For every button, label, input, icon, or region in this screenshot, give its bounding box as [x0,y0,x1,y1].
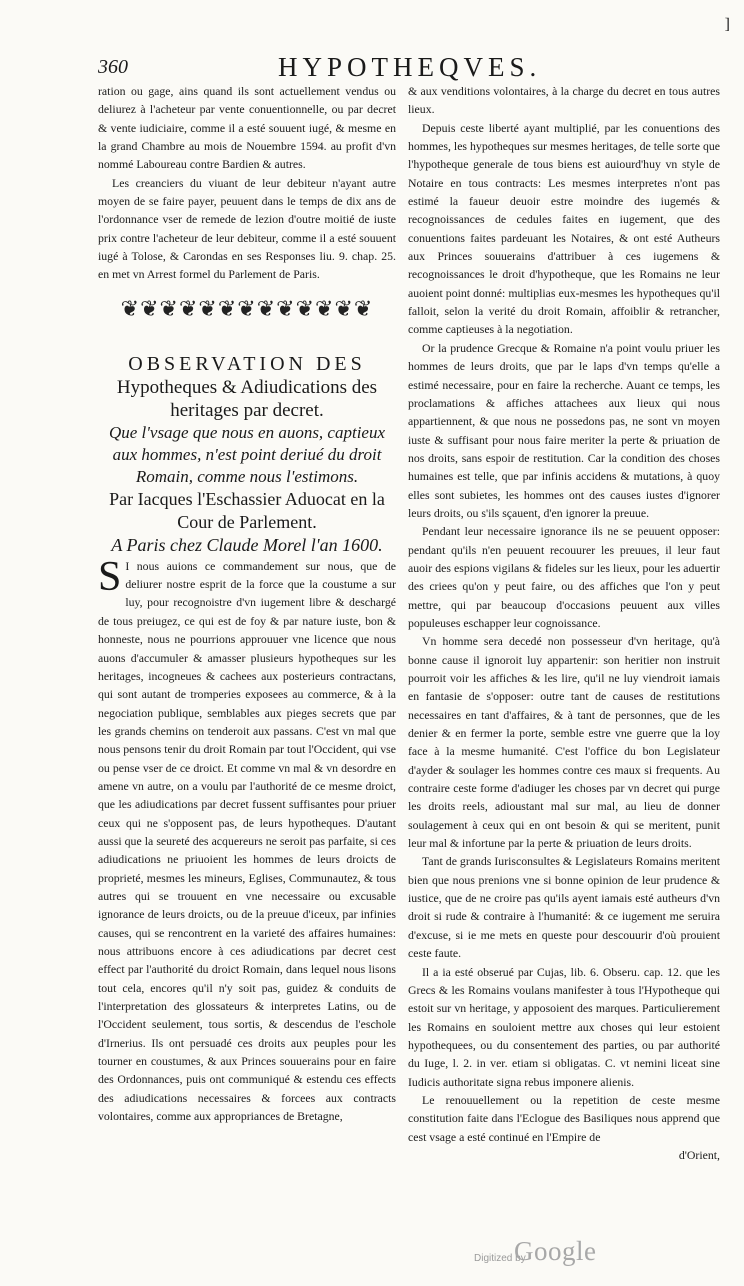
imprint-line: A Paris chez Claude Morel l'an 1600. [111,534,383,555]
body-paragraph [98,553,396,1126]
drop-cap: S [98,553,122,600]
paragraph: Or la prudence Grecque & Romaine n'a point voulu priuer les hommes de leurs droits, que par le laps d'vn temps qu'elle a estimé necessaire, pour en faire la recherche. Auant ce temps, les proclamations & affiches attachees aux lieux qui nous appartiennent, & que nous ne possedons pas, ne sont vn moyen iuste & suffisant pour nous faire meriter la perte & priuation de nos droits, sans espoir de restitution. Car la condition des choses humaines est telle, que par infinis accidens & mutations, à quoy elles sont subietes, les hommes ont des causes iustes d'ignorer leurs droits, ou s'ils sçauent, d'en ignorer la preuue. [408,340,720,520]
digitized-watermark [474,1236,624,1272]
paragraph: Les creanciers du viuant de leur debiteur n'ayant autre moyen de se faire payer, peuuent dans le temps de dix ans de l'ordonnance vser de remede de lezion d'outre moitié de iuste prix contre l'acheteur de leur debiteur, comme il a esté souuent iugé à Tolose, & Carondas en ses Responses liu. 9. chap. 25. en met vn Arrest formel du Parlement de Paris. [98,175,396,282]
paragraph: & aux venditions volontaires, à la charge du decret en tous autres lieux. [408,84,720,117]
paragraph: Il a ia esté obserué par Cujas, lib. 6. Obseru. cap. 12. que les Grecs & les Romains voulans manifester à tous l'Hypotheque qui estoit sur vn heritage, y apposoient des marques. Particulierement les Romains en souloient mettre aux choses qui leur estoient hypothequees, ou du consentement des parties, ou par authorité du Iuge, l. 2. in ver. etiam si obligatas. C. vt nemini liceat sine Iudicis authoritate signa rebus imponere alienis. [408,964,720,1089]
page-number: 360 [98,56,128,78]
paragraph: Vn homme sera decedé non possesseur d'vn heritage, qu'à bonne cause il ignoroit luy appartenir: son heritier non instruit pourroit voir les affiches & les lire, qu'il ne luy viendroit iamais en fantasie de s'opposer: outre tant de causes de restitutions necessaires en tant d'affaires, & à tant de personnes, que de les denier & en fermer la porte, semble estre vne guerre que la loy face à la mesme humanité. C'est l'office du bon Legislateur d'ayder & soulager les hommes contre ces maux si frequents. Au contraire ceste forme d'adiuger les choses par vn decret qui purge les droits reels, adioustant mal sur mal, au lieu de donner soulagement à ceux qui en ont besoin & qui se meritent, punit leur mal & infortune par la perte & priuation de leurs droits. [408,634,720,851]
paragraph: Pendant leur necessaire ignorance ils ne se peuuent opposer: pendant qu'ils n'en peuuent recouurer les preuues, il leur faut auoir des espions vigilans & fideles sur les lieux, pour les aduertir des criees qu'on y peut faire, ou des affiches que l'on y peut mettre, qui par beaucoup d'occasions peuuent aux villes populeuses eschapper leur cognoissance. [408,524,720,630]
corner-mark: ] [724,16,730,33]
paragraph: Tant de grands Iurisconsultes & Legislateurs Romains meritent bien que nous prenions vne si bonne opinion de leur prudence & iustice, que de ne croire pas qu'ils ayent iamais esté autheurs d'vn droit si rude & contraire à l'humanité: & ce iugement me seruira d'excuse, si ie me mets en queste pour descouurir d'où prouient ceste faute. [408,854,720,961]
left-column [98,82,396,1125]
paragraph: Depuis ceste liberté ayant multiplié, par les conuentions des hommes, les hypotheques sur mesmes heritages, de telle sorte que l'hypotheque generale de tous biens est auiourd'huy vn style de Notaire en tous contracts: Les mesmes interpretes n'ont pas estimé la faueur deuoir estre moindre des iugemés & recognoissances de cedules faites en iugement, que des conuentions faites pardeuant les Notaires, & ont esté Autheurs aux Princes souuerains d'attribuer à ces iugemens & recognoissances le droit d'hypotheque, que les Romains ne leur auoient point donné: multiplias eux-mesmes les hypotheques qu'il falloit, selon la verité du droit Romain, affoiblir & retrancher, comme captieuses à la negotiation. [408,120,720,337]
catchword: d'Orient, [678,1147,720,1162]
body-text: I nous auions ce commandement sur nous, que de deliurer nostre esprit de la force que la coustume a sur luy, pour recognoistre d'vn iugement libre & deschargé de tous preiugez, ce qui est de foy & par nature iuste, bon & honneste, nous ne pourrions approuuer vne licence que nous auons d'accumuler & amasser plusieurs hypotheques sur les heritages, incogneues & cachees aux posterieurs contractans, qui sont autant de tromperies exposees au commerce, & à la negociation publique, semblables aux pieges secrets que par les grands chemins on tenderoit aux passans. C'est vn mal que nous pensons tenir du droit Romain par tout l'Occident, qui vse ou pense vser de ce droict. Et comme vn mal & vn desordre en amene vn autre, on a voulu par l'authorité de ce mesme droict, que les adiudications par decret fussent suffisantes pour priuer ceux qui ne s'opposent pas, de leurs hypotheques. D'autant aussi que la seureté des acquereurs ne seroit pas parfaite, si ces adiudications ne priuoient les hommes de leurs droicts de proprieté, mesmes les mineurs, Eglises, Communautez, & tous autres qui se trouuent en vne necessaire ou excusable ignorance de leurs droicts, ou de la preuue d'iceux, par infinies causes, qui se rencontrent en la varieté des affaires humaines: nous attribuons encore à ces adiudications par decret cest effect par l'authorité du droict Romain, dans lequel nous lisons tout cela, encores qu'il n'y soit pas, guidez & conduits de l'interpretation des glossateurs & interpretes Latins, ou de l'Occident seulement, tous sortis, & descendus de l'eschole d'Irnerius. Ils ont persuadé ces droits aux peuples pour les tourner en coustumes, & aux Princes souuerains pour en faire des Ordonnances, puis ont communiqué & estendu ces effects des adiudications necessaires & forcees aux contracts volontaires, comme aux appropriances de Bretagne, [98,558,396,1124]
ornament-band: ❦❦❦❦❦❦❦❦❦❦❦❦❦ [120,299,374,321]
google-logo: Google [514,1236,597,1266]
page-header [98,52,718,84]
paragraph: ration ou gage, ains quand ils sont actuellement vendus ou deliurez à l'acheteur par vente conuentionnelle, ou par decret & vente iudiciaire, comme il a esté souuent iugé, & mesme en la grand Chambre au mois de Nouembre 1594. au profit d'vn nommé Laboureau contre Bardien & autres. [98,84,396,172]
paragraph: Le renouuellement ou la repetition de ceste mesme constitution faite dans l'Eclogue des Basiliques nous apprend que cest vsage a esté continué en l'Empire de [408,1092,720,1144]
motto: Que l'vsage que nous en auons, captieux aux hommes, n'est point deriué du droit Romain, comme nous l'estimons. [108,422,386,486]
running-title: HYPOTHEQVES. [278,52,542,82]
watermark-small-text: Digitized by [474,1253,526,1264]
author-line: Par Iacques l'Eschassier Aduocat en la Cour de Parlement. [109,488,385,532]
observation-subtitle: Hypotheques & Adiudications des heritages par decret. [116,376,378,421]
observation-title: OBSERVATION DES [128,352,366,375]
right-column [408,82,720,1164]
